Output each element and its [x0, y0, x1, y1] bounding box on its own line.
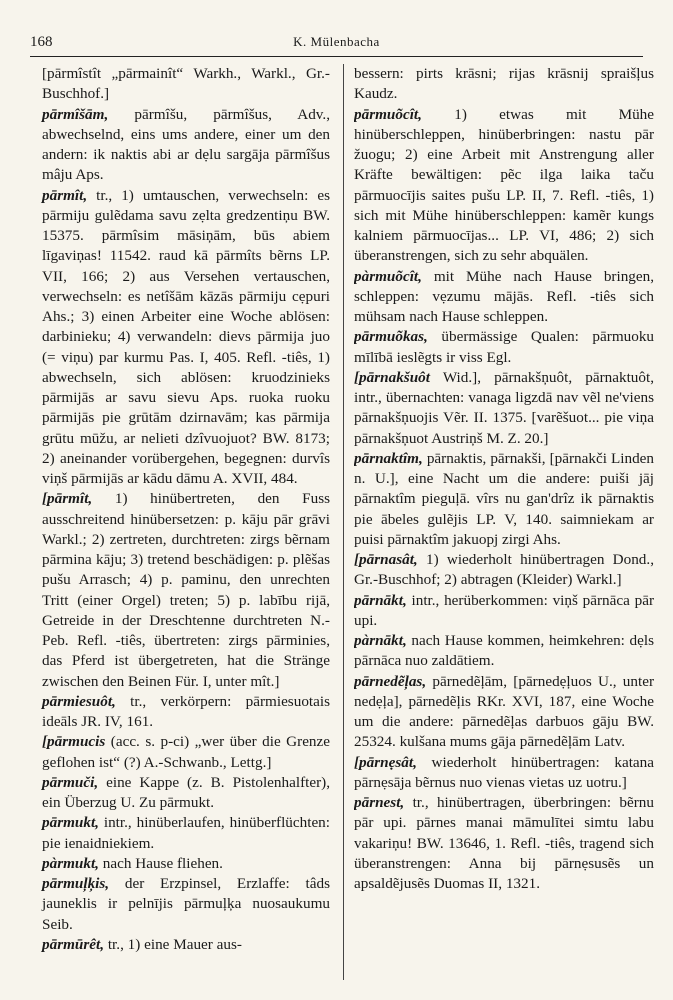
entry-headword: pārmiesuôt,	[42, 692, 116, 710]
column-divider	[343, 64, 344, 980]
page-header	[30, 32, 643, 57]
entry-text: 1) etwas mit Mühe hinüberschleppen, hinüberbringen: nastu pār žuogu; 2) eine Arbeit mit Anstrengung aller Kräfte bewältigen: pẽc ilga laika taču pārmuocījis saites pušu LP. II, 7. Refl. -tiês, 1) sich mit Mühe hinüberschleppen: kamẽr kungs kalniem pārmuocījas... LP. VI, 486; 2) sich überanstrengen, sich zu sehr abquälen.	[354, 105, 654, 265]
entry-text: (acc. s. p-ci) „wer über die Grenze geflohen ist“ (?) A.-Schwanb., Lettg.]	[42, 733, 330, 771]
running-head: K. Mülenbacha	[293, 34, 380, 49]
dictionary-entry	[30, 489, 330, 692]
right-column	[354, 64, 654, 990]
entry-text: pārnaktis, pārnakši, [pārnakči Linden n. U.], eine Nacht um die andere: puiši jāj pārnaktîm pieguļā. vîrs nu gan'drîz ik pārnaktis pie ābeles gulẽjis LP. V, 140. saimniekam ar puisi pārnaktîm jakuopj zirgi Ahs.	[354, 449, 654, 548]
entry-headword: [pārnasât,	[354, 551, 418, 568]
dictionary-entry	[354, 368, 654, 449]
entry-text: nach Hause kommen, heimkehren: dẹls pārnāca nuo zaldātiem.	[354, 632, 654, 670]
page-number: 168	[30, 34, 53, 50]
dictionary-entry	[354, 267, 654, 328]
dictionary-entry	[30, 186, 330, 490]
entry-headword: [pārmucis	[42, 733, 106, 751]
entry-text: pārmîšu, pārmîšus, Adv., abwechselnd, eins ums andere, einer um den andern: ik naktis abi ar dẹlu sargāja pārmîšus mâju Aps.	[42, 105, 330, 184]
entry-headword: [pārnakšuôt	[354, 368, 430, 386]
entry-text: 1) wiederholt hinübertragen Dond., Gr.-Buschhof; 2) abtragen (Kleider) Warkl.]	[354, 551, 654, 589]
entry-headword: pārmîšām,	[42, 105, 109, 123]
entry-text: pārnedẽļām, [pārnedẹļuos U., unter nedẹļa], pārnedẽļis RKr. XVI, 187, eine Woche um die andere: pārnedẽļas darbuos gāju BW. 25324. kulšana mums gāja pārnedẽļām Latv.	[354, 672, 654, 751]
dictionary-entry	[30, 773, 330, 814]
entry-headword: pàrmukt,	[42, 854, 99, 872]
dictionary-entry	[354, 105, 654, 267]
entry-headword: pārmuõkas,	[354, 328, 428, 346]
entry-headword: pārmūrêt,	[42, 935, 105, 953]
entry-headword: pārnākt,	[354, 591, 407, 609]
entry-headword: pārmuõcît,	[354, 105, 422, 123]
entry-headword: pàrmuõcît,	[354, 267, 422, 285]
dictionary-entry	[354, 550, 654, 591]
entry-headword: pārmuči,	[42, 773, 99, 791]
dictionary-entry	[30, 854, 330, 874]
dictionary-entry	[30, 692, 330, 733]
dictionary-entry	[354, 64, 654, 105]
entry-text: tr., 1) eine Mauer aus-	[107, 935, 242, 953]
entry-text: intr., herüberkommen: viņš pārnāca pār upi.	[354, 591, 654, 629]
entry-text: [pārmîstît „pārmainît“ Warkh., Warkl., Gr.-Buschhof.]	[42, 65, 330, 103]
dictionary-entry	[354, 672, 654, 753]
dictionary-entry	[30, 813, 330, 854]
dictionary-entry	[354, 753, 654, 794]
entry-headword: [pārmît,	[42, 490, 93, 508]
entry-text: der Erzpinsel, Erzlaffe: tâds jauneklis ir pelnījis pārmuļķa nuosaukumu Seib.	[42, 875, 330, 933]
dictionary-entry	[354, 327, 654, 368]
dictionary-entry	[354, 591, 654, 632]
dictionary-entry	[30, 935, 330, 955]
entry-headword: [pārnẹsât,	[354, 753, 417, 771]
entry-text: 1) hinübertreten, den Fuss ausschreitend hinübersetzen: p. kāju pār grāvi Warkl.; 2) zertreten, durchtreten: zirgs bẽrnam pārmina kāju; 3) tretend beschädigen: p. plẽšas pušu Arrasch; 4) p. paminu, den unrechten Tritt (einer Orgel) treten; 5) p. labību rijā, Getreide in der Dreschtenne durchtreten N.-Peb. Refl. -tiês, übertreten: zirgs pārminies, das Pferd ist übergetreten, hat die Stränge zwischen den Beinen Für. I, unter mît.]	[42, 490, 330, 690]
entry-headword: pārnest,	[354, 794, 405, 811]
entry-headword: pārnedẽļas,	[354, 672, 427, 690]
dictionary-entry	[30, 105, 330, 186]
entry-headword: pārnaktîm,	[354, 449, 423, 467]
left-column	[30, 64, 330, 990]
entry-headword: pārmukt,	[42, 814, 99, 832]
entry-text: nach Hause fliehen.	[102, 854, 223, 872]
entry-text: tr., hinübertragen, überbringen: bẽrnu pār upi. pārnes manai māmulītei simtu labu vakariņu! BW. 13646, 1. Refl. -tiês, tragend sich überanstrengen: Anna bij pārnẹsusẽs un apsaldẽjusẽs Duomas II, 1321.	[354, 794, 654, 892]
entry-text: tr., verkörpern: pārmiesuotais ideāls JR. IV, 161.	[42, 692, 330, 730]
dictionary-entry	[30, 874, 330, 935]
entry-headword: pàrnākt,	[354, 632, 407, 649]
text-columns	[30, 64, 654, 990]
entry-text: tr., 1) umtauschen, verwechseln: es pārmiju gulẽdama savu zẹlta gredzentiņu BW. 15375. pārmîsim māsiņām, būs abiem līgaviņas! 11542. raud kā pārmîts bẽrns LP. VII, 166; 2) aus Versehen vertauschen, verwechseln: es netîšām kāzās pārmiju cẹpuri Ahs.; 3) einen Arbeiter eine Woche ablösen: darbinieku; 4) verwandeln: dievs pārmija juo (= viņu) par kurmu Pas. I, 405. Refl. -tiês, 1) abwechseln, sich ablösen: kruodzinieks pārmijās ar savu sievu Aps. ruoka ruoku pārmijās pie grūtām dzirnavām; kas pārmija grūtu mūžu, ar nelieti dzîvuojuot? BW. 8173; 2) aneinander vorübergehen, begegnen: durvîs viņš pārmijās ar kādu dāmu A. XVII, 484.	[42, 186, 330, 487]
entry-text: eine Kappe (z. B. Pistolenhalfter), ein Überzug U. Zu pārmukt.	[42, 773, 330, 811]
entry-text: mit Mühe nach Hause bringen, schleppen: vẹzumu mājās. Refl. -tiês sich mühsam nach Hause schleppen.	[354, 267, 654, 325]
dictionary-entry	[354, 631, 654, 672]
entry-headword: pārmît,	[42, 186, 88, 204]
entry-text: wiederholt hinübertragen: katana pārnẹsāja bẽrnus nuo vienas vietas uz uotru.]	[354, 753, 654, 791]
dictionary-entry	[354, 449, 654, 550]
dictionary-entry	[30, 732, 330, 773]
entry-text: übermässige Qualen: pārmuoku mīlībā ieslẽgts ir viss Egl.	[354, 328, 654, 366]
entry-text: Wid.], pārnakšņuôt, pārnaktuôt, intr., übernachten: vanaga ligzdā nav vẽl ne'viens pārnakšņuojis Vẽr. II. 1375. [varẽšuot... pie viņa pārnakšņuot Austriņš M. Z. 20.]	[354, 368, 654, 447]
entry-headword: pārmuļķis,	[42, 875, 110, 892]
dictionary-entry	[354, 793, 654, 894]
entry-text: bessern: pirts krāsni; rijas krāsnij spraišļus Kaudz.	[354, 65, 654, 103]
dictionary-entry	[30, 64, 330, 105]
entry-text: intr., hinüberlaufen, hinüberflüchten: pie ienaidniekiem.	[42, 814, 330, 852]
